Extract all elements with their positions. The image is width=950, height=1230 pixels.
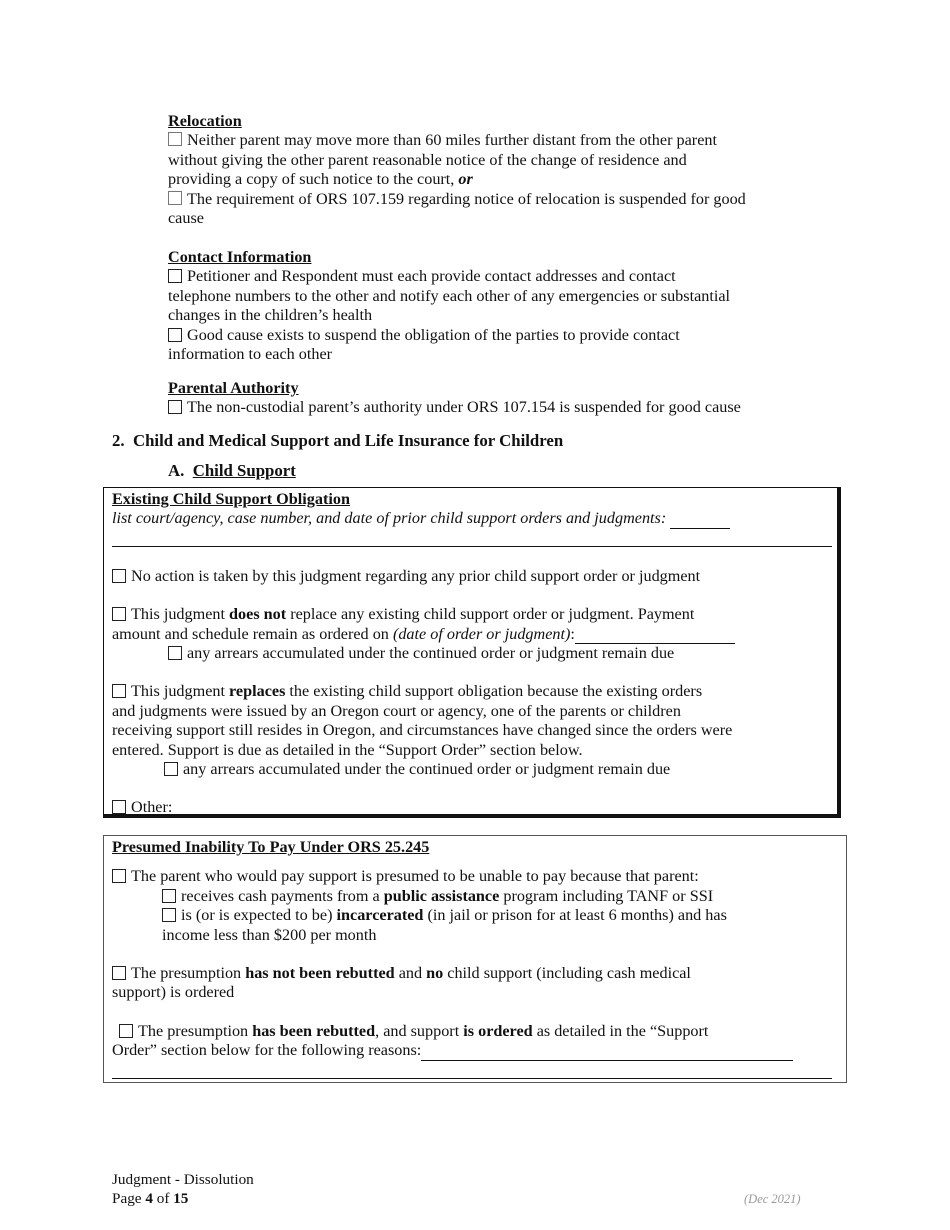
- no-emphasis: no: [426, 964, 444, 983]
- page-word: Page: [112, 1189, 142, 1207]
- existing-obligation-box: [103, 487, 841, 818]
- arrears-due-text-1: any arrears accumulated under the continued order or judgment remain due: [187, 644, 675, 663]
- incarcerated-text-2: (in jail or prison for at least 6 months) and has: [427, 906, 727, 925]
- replaces-text-2: the existing child support obligation because the existing orders: [289, 682, 703, 701]
- page-footer: [112, 1171, 254, 1208]
- contact-provide-text-2: telephone numbers to the other and notify each other of any emergencies or substantial: [168, 286, 731, 305]
- page-current: 4: [145, 1189, 153, 1207]
- arrears-due-checkbox-2[interactable]: [164, 762, 178, 776]
- relocation-notice-text-3: providing a copy of such notice to the court,: [168, 170, 455, 189]
- date-of-order-field[interactable]: [575, 629, 735, 644]
- revision-date: (Dec 2021): [744, 1192, 801, 1206]
- not-rebutted-checkbox[interactable]: [112, 966, 126, 980]
- prior-orders-field[interactable]: [670, 514, 730, 529]
- parental-authority-checkbox[interactable]: [168, 400, 182, 414]
- colon: :: [570, 624, 575, 643]
- replaces-emphasis: replaces: [229, 682, 286, 701]
- contact-provide-checkbox[interactable]: [168, 269, 182, 283]
- schedule-text: amount and schedule remain as ordered on: [112, 624, 389, 643]
- replaces-text: This judgment: [131, 682, 225, 701]
- rebuttal-reasons-field[interactable]: [421, 1046, 793, 1061]
- incarcerated-checkbox[interactable]: [162, 908, 176, 922]
- relocation-heading: Relocation: [168, 112, 242, 130]
- page-total: 15: [173, 1189, 189, 1207]
- contact-suspend-checkbox[interactable]: [168, 328, 182, 342]
- public-assistance-text: receives cash payments from a: [181, 886, 380, 905]
- section-2-heading: [112, 431, 563, 450]
- relocation-notice-text-2: without giving the other parent reasonable notice of the change of residence and: [168, 150, 687, 169]
- relocation-suspended-checkbox[interactable]: [168, 191, 182, 205]
- does-not-replace-text-2: replace any existing child support order or judgment. Payment: [290, 605, 695, 624]
- does-not-replace-text: This judgment: [131, 605, 225, 624]
- relocation-suspended-text: The requirement of ORS 107.159 regarding notice of relocation is suspended for good: [187, 189, 746, 208]
- contact-info-section: [168, 248, 838, 364]
- parental-authority-section: [168, 379, 838, 418]
- replaces-text-5: entered. Support is due as detailed in the “Support Order” section below.: [112, 740, 583, 759]
- parental-authority-text: The non-custodial parent’s authority under ORS 107.154 is suspended for good cause: [187, 398, 741, 417]
- presumed-inability-box: [103, 835, 847, 1083]
- subsection-title: Child Support: [192, 461, 296, 480]
- rebutted-text: The presumption: [138, 1021, 249, 1040]
- replaces-checkbox[interactable]: [112, 684, 126, 698]
- relocation-section: [168, 112, 838, 228]
- rebuttal-reasons-field-line-2[interactable]: [112, 1078, 832, 1079]
- contact-provide-text: Petitioner and Respondent must each provide contact addresses and contact: [187, 267, 676, 286]
- rebutted-emphasis: has been rebutted: [252, 1021, 376, 1040]
- rebutted-text-3: as detailed in the “Support: [536, 1021, 709, 1040]
- page-number: [112, 1190, 254, 1209]
- prior-orders-prompt: list court/agency, case number, and date of prior child support orders and judgments:: [112, 509, 667, 528]
- rebutted-text-2: , and support: [375, 1021, 460, 1040]
- does-not-emphasis: does not: [229, 605, 287, 624]
- contact-info-heading: Contact Information: [168, 248, 312, 266]
- contact-provide-text-3: changes in the children’s health: [168, 306, 373, 325]
- incarcerated-text-3: income less than $200 per month: [162, 925, 377, 944]
- rebutted-text-4: Order” section below for the following reasons:: [112, 1041, 422, 1060]
- incarcerated-emphasis: incarcerated: [336, 906, 424, 925]
- presumed-unable-checkbox[interactable]: [112, 869, 126, 883]
- or-connector: or: [458, 170, 473, 189]
- not-rebutted-text: The presumption: [131, 964, 242, 983]
- other-label: Other:: [131, 798, 173, 817]
- section-number: 2.: [112, 431, 125, 450]
- date-of-order-label: (date of order or judgment): [392, 624, 571, 643]
- does-not-replace-checkbox[interactable]: [112, 607, 126, 621]
- form-title: Judgment - Dissolution: [112, 1171, 254, 1188]
- replaces-text-4: receiving support still resides in Oregon, and circumstances have changed since the orders were: [112, 721, 733, 740]
- not-rebutted-emphasis: has not been rebutted: [245, 964, 395, 983]
- relocation-suspended-text-2: cause: [168, 209, 204, 228]
- arrears-due-checkbox-1[interactable]: [168, 646, 182, 660]
- not-rebutted-text-3: support) is ordered: [112, 983, 235, 1002]
- section-title: Child and Medical Support and Life Insurance for Children: [132, 431, 564, 450]
- replaces-text-3: and judgments were issued by an Oregon court or agency, one of the parents or children: [112, 701, 681, 720]
- other-checkbox[interactable]: [112, 800, 126, 814]
- not-rebutted-text-2: child support (including cash medical: [447, 964, 691, 983]
- incarcerated-text: is (or is expected to be): [181, 906, 333, 925]
- page-of: of: [156, 1189, 170, 1207]
- public-assistance-checkbox[interactable]: [162, 889, 176, 903]
- presumed-inability-heading: Presumed Inability To Pay Under ORS 25.245: [112, 838, 430, 856]
- subsection-letter: A.: [168, 461, 185, 480]
- existing-obligation-heading: Existing Child Support Obligation: [112, 490, 350, 508]
- no-action-checkbox[interactable]: [112, 569, 126, 583]
- relocation-notice-text: Neither parent may move more than 60 miles further distant from the other parent: [187, 131, 717, 150]
- arrears-due-text-2: any arrears accumulated under the continued order or judgment remain due: [183, 760, 671, 779]
- relocation-notice-checkbox[interactable]: [168, 132, 182, 146]
- contact-suspend-text: Good cause exists to suspend the obligation of the parties to provide contact: [187, 325, 680, 344]
- is-ordered-emphasis: is ordered: [463, 1021, 533, 1040]
- presumed-unable-text: The parent who would pay support is presumed to be unable to pay because that parent:: [131, 867, 699, 886]
- subsection-a-heading: [168, 461, 296, 480]
- rebutted-checkbox[interactable]: [119, 1024, 133, 1038]
- public-assistance-text-2: program including TANF or SSI: [503, 886, 714, 905]
- public-assistance-emphasis: public assistance: [383, 886, 500, 905]
- prior-orders-field-line-2[interactable]: [112, 546, 832, 547]
- and-text: and: [398, 964, 423, 983]
- no-action-text: No action is taken by this judgment regarding any prior child support order or judgment: [131, 566, 701, 585]
- contact-suspend-text-2: information to each other: [168, 345, 333, 364]
- parental-authority-heading: Parental Authority: [168, 379, 299, 397]
